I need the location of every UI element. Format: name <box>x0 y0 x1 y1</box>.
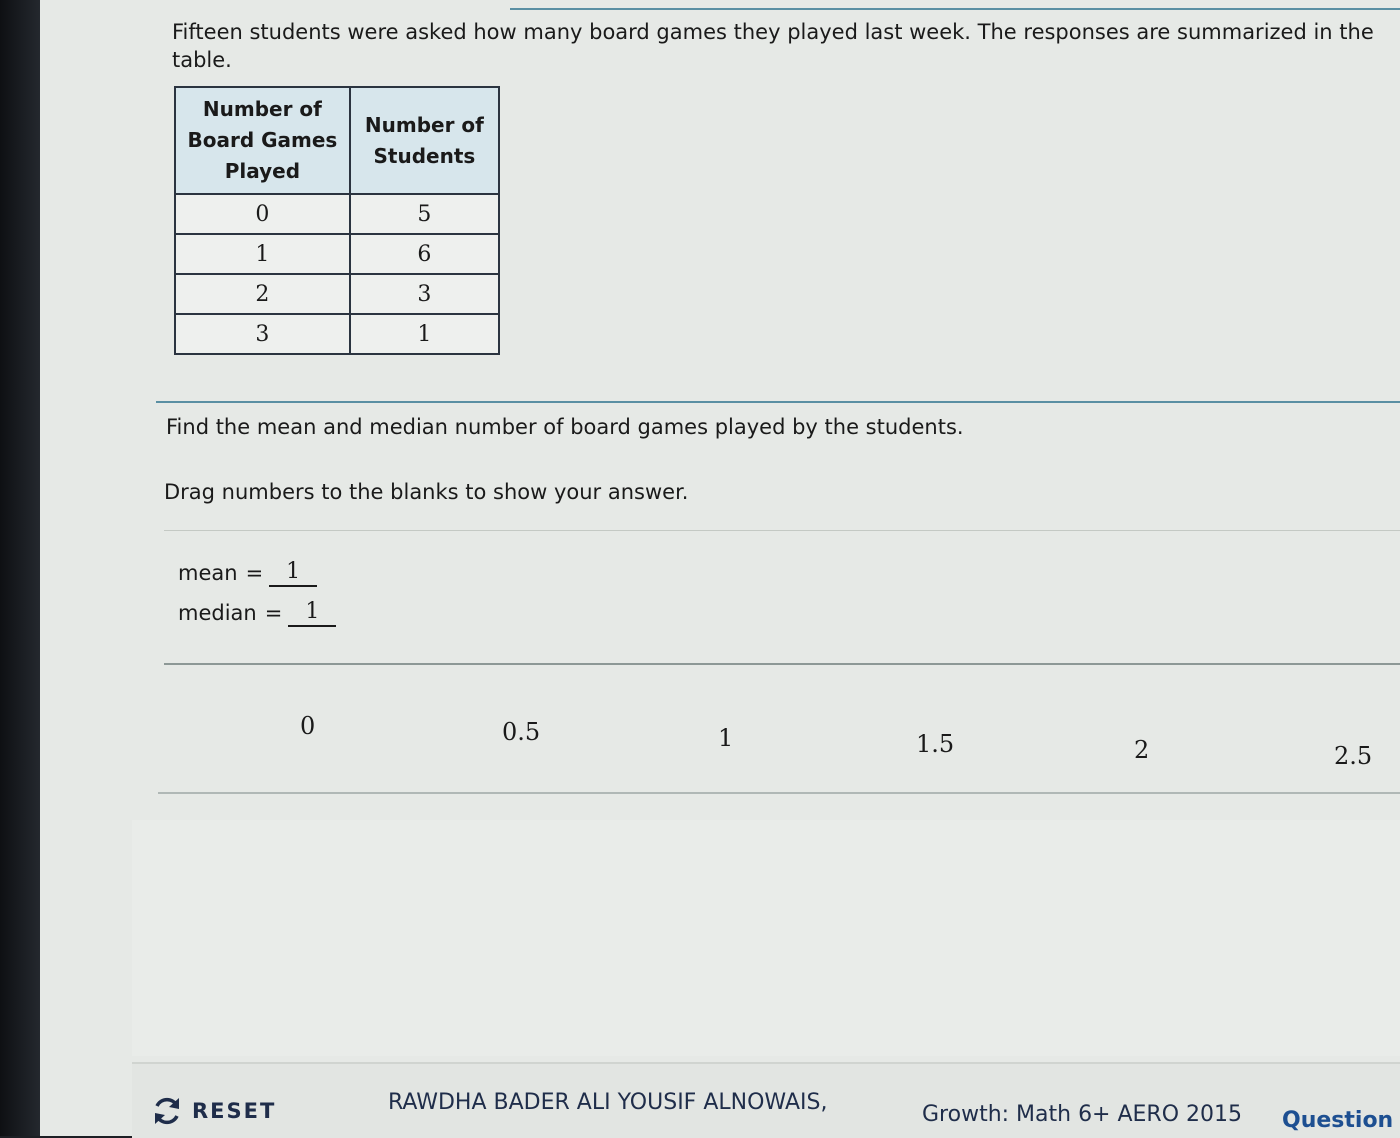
table-cell-students: 1 <box>350 314 499 354</box>
question-prompt: Fifteen students were asked how many board games they played last week. The responses are summarized in the table. <box>172 20 1374 72</box>
equals-sign: = <box>245 561 264 585</box>
section-divider <box>156 401 1400 403</box>
number-tile[interactable]: 1.5 <box>916 730 955 758</box>
number-tile[interactable]: 2.5 <box>1334 742 1373 770</box>
work-area <box>132 820 1400 1056</box>
student-name: RAWDHA BADER ALI YOUSIF ALNOWAIS, <box>388 1090 828 1115</box>
table-cell-students: 6 <box>350 234 499 274</box>
mean-blank[interactable]: 1 <box>269 559 317 587</box>
table-header-students: Number of Students <box>350 87 499 194</box>
top-divider <box>510 8 1400 10</box>
answer-area <box>164 530 1400 665</box>
reset-label: RESET <box>192 1099 277 1123</box>
table-row <box>175 194 499 234</box>
table-cell-students: 5 <box>350 194 499 234</box>
screen-bezel <box>0 0 40 1136</box>
refresh-icon <box>150 1094 184 1128</box>
number-tile[interactable]: 0 <box>300 712 316 740</box>
table-row <box>175 274 499 314</box>
table-row <box>175 234 499 274</box>
table-row <box>175 314 499 354</box>
mean-label: mean <box>178 561 238 585</box>
test-name: Growth: Math 6+ AERO 2015 <box>922 1102 1243 1127</box>
instruction-text: Drag numbers to the blanks to show your answer. <box>164 480 689 504</box>
median-answer-row <box>178 599 336 627</box>
number-tile[interactable]: 2 <box>1134 736 1150 764</box>
reset-button[interactable] <box>150 1094 276 1128</box>
table-header-games: Number of Board Games Played <box>175 87 350 194</box>
median-blank[interactable]: 1 <box>288 599 336 627</box>
table-header-row <box>175 87 499 194</box>
table-cell-students: 3 <box>350 274 499 314</box>
number-tile[interactable]: 0.5 <box>502 718 541 746</box>
table-cell-games: 0 <box>175 194 350 234</box>
test-screen <box>40 0 1400 1136</box>
median-label: median <box>178 601 257 625</box>
table-cell-games: 3 <box>175 314 350 354</box>
question-text: Find the mean and median number of board games played by the students. <box>166 415 964 439</box>
mean-answer-row <box>178 559 317 587</box>
number-tile[interactable]: 1 <box>718 724 734 752</box>
frequency-table <box>174 86 500 355</box>
table-cell-games: 2 <box>175 274 350 314</box>
question-nav-link[interactable]: Question <box>1282 1108 1394 1133</box>
number-tile-tray <box>158 664 1400 794</box>
footer-bar <box>132 1062 1400 1138</box>
equals-sign: = <box>264 601 283 625</box>
table-cell-games: 1 <box>175 234 350 274</box>
